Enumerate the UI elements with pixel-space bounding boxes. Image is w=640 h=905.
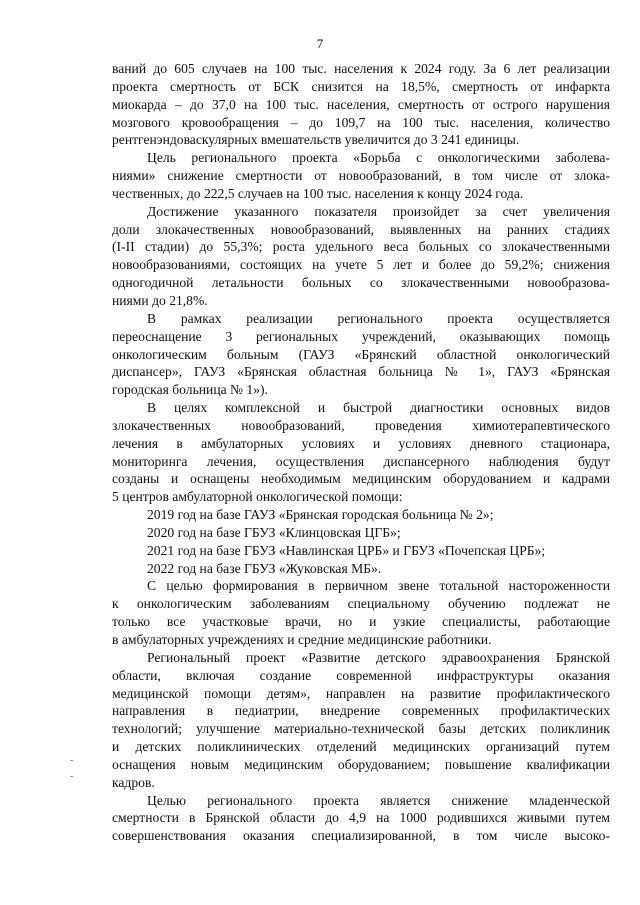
paragraph <box>112 60 610 149</box>
text-line: онкологическим больным (ГАУЗ «Брянский областной онкологический <box>112 346 610 362</box>
list-item <box>112 524 610 542</box>
text-line: новообразованиями, состоящих на учете 5 лет и более до 59,2%; снижения <box>112 257 610 273</box>
text-line: области, включая создание современной инфраструктуры оказания <box>112 667 610 683</box>
text-line: Целью регионального проекта является снижение младенческой <box>147 792 610 808</box>
paragraph <box>112 399 610 506</box>
text-line: одногодичной летальности больных со злокачественными новообразова- <box>112 275 610 291</box>
list-item <box>112 542 610 560</box>
text-line: ниями до 21,8%. <box>112 292 208 308</box>
text-line: В рамках реализации регионального проекта осуществляется <box>147 310 610 326</box>
text-line: направления в педиатрии, внедрение современных профилактических <box>112 703 610 719</box>
text-line: Цель регионального проекта «Борьба с онкологическими заболева- <box>147 150 610 166</box>
paragraph <box>112 577 610 648</box>
text-line: С целью формирования в первичном звене тотальной настороженности <box>147 578 610 594</box>
text-line: технологий; улучшение материально-технической базы детских поликлиник <box>112 721 610 737</box>
text-line: созданы и оснащены необходимым медицинским оборудованием и кадрами <box>112 471 610 487</box>
text-line: Региональный проект «Развитие детского здравоохранения Брянской <box>147 649 610 665</box>
page-number: 7 <box>316 36 324 51</box>
text-line: городская больница № 1»). <box>112 382 268 398</box>
text-line: только все участковые врачи, но и узкие специалисты, работающие <box>112 614 610 630</box>
text-line: в амбулаторных учреждениях и средние медицинские работники. <box>112 632 492 647</box>
text-line: лечения в амбулаторных условиях и условиях дневного стационара, <box>112 435 610 451</box>
paragraph <box>112 792 610 846</box>
text-line: 2020 год на базе ГБУЗ «Клинцовская ЦГБ»; <box>147 524 401 540</box>
text-line: проекта смертность от БСК снизится на 18,5%, смертность от инфаркта <box>112 78 610 94</box>
list-item <box>112 506 610 524</box>
text-line: рентгенэндоваскулярных вмешательств увеличится до 3 241 единицы. <box>112 132 520 148</box>
text-line: В целях комплексной и быстрой диагностики основных видов <box>147 400 610 416</box>
paragraph <box>112 149 610 203</box>
text-line: доли злокачественных новообразований, выявленных на ранних стадиях <box>112 221 610 237</box>
text-line: кадров. <box>112 774 155 790</box>
text-line: 2021 год на базе ГБУЗ «Навлинская ЦРБ» и ГБУЗ «Почепская ЦРБ»; <box>147 542 546 558</box>
paragraph <box>112 203 610 310</box>
scan-mark <box>70 760 73 761</box>
paragraph <box>112 310 610 399</box>
text-line: диспансер», ГАУЗ «Брянская областная больница № 1», ГАУЗ «Брянская <box>112 364 610 380</box>
list-item <box>112 560 610 578</box>
paragraph <box>112 649 610 792</box>
text-line: совершенствования оказания специализированной, в том числе высоко- <box>112 828 610 844</box>
text-line: ваний до 605 случаев на 100 тыс. населения к 2024 году. За 6 лет реализации <box>112 61 610 76</box>
text-line: (I-II стадии) до 55,3%; роста удельного веса больных со злокачественными <box>112 239 610 255</box>
text-line: 2022 год на базе ГБУЗ «Жуковская МБ». <box>147 560 382 576</box>
text-line: переоснащение 3 региональных учреждений, оказывающих помощь <box>112 328 610 344</box>
text-line: миокарда – до 37,0 на 100 тыс. населения, смертность от острого нарушения <box>112 96 610 112</box>
text-line: Достижение указанного показателя произойдет за счет увеличения <box>147 203 610 219</box>
text-line: медицинской помощи детям», направлен на развитие профилактического <box>112 685 610 701</box>
text-line: 2019 год на базе ГАУЗ «Брянская городская больница № 2»; <box>147 507 494 523</box>
text-line: ниями» снижение смертности от новообразований, в том числе от злока- <box>112 168 610 184</box>
text-line: к онкологическим заболеваниям специальному обучению подлежат не <box>112 596 610 612</box>
text-line: мозгового кровообращения – до 109,7 на 100 тыс. населения, количество <box>112 114 610 130</box>
text-line: 5 центров амбулаторной онкологической помощи: <box>112 489 403 505</box>
text-line: оснащения новым медицинским оборудованием; повышение квалификации <box>112 756 610 772</box>
text-line: чественных, до 222,5 случаев на 100 тыс. населения к концу 2024 года. <box>112 185 524 201</box>
text-line: мониторинга лечения, осуществления диспансерного наблюдения будут <box>112 453 610 469</box>
text-line: смертности в Брянской области до 4,9 на 1000 родившихся живыми путем <box>112 810 610 826</box>
scan-mark <box>70 776 73 777</box>
text-line: злокачественных новообразований, проведения химиотерапевтического <box>112 417 610 433</box>
text-line: и детских поликлинических отделений медицинских организаций путем <box>112 739 610 755</box>
document-body <box>112 60 610 845</box>
